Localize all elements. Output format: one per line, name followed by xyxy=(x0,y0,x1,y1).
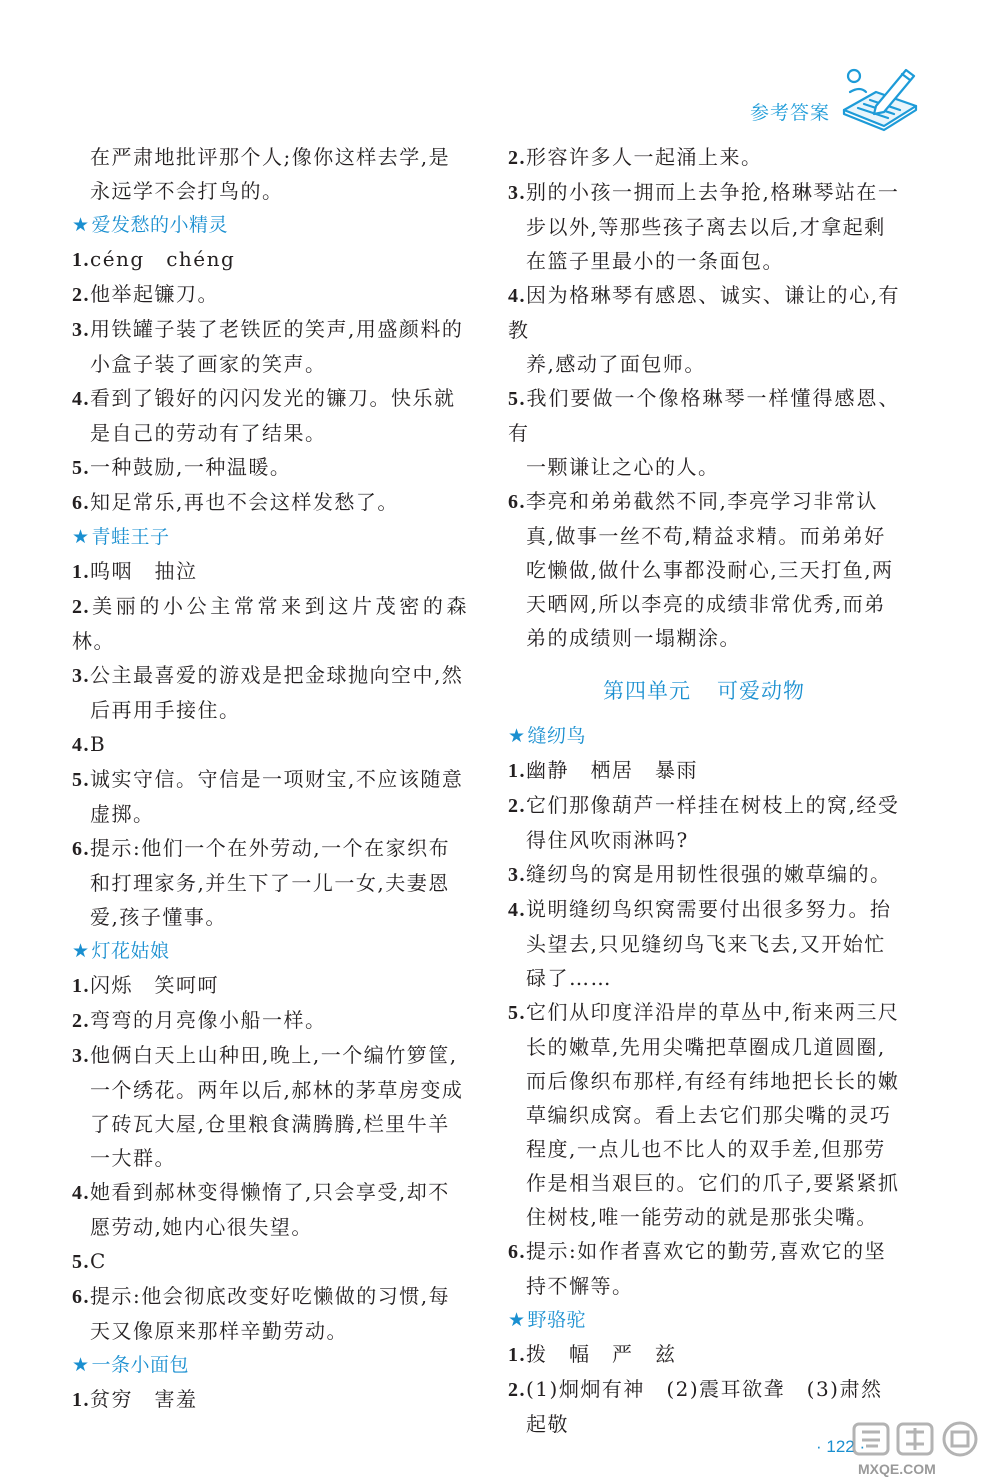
answer-line xyxy=(72,589,468,658)
watermark-logo xyxy=(844,1420,992,1478)
answer-line xyxy=(508,1098,900,1132)
section-title: 青蛙王子 xyxy=(91,526,170,548)
answer-text: 他俩白天上山种田,晚上,一个编竹箩筐, xyxy=(90,1043,458,1067)
answer-number: 2. xyxy=(508,1379,526,1401)
answer-item xyxy=(508,857,900,892)
answer-item xyxy=(72,658,468,727)
answer-item xyxy=(72,312,468,381)
answer-item xyxy=(508,278,900,381)
answer-number: 4. xyxy=(508,899,526,921)
answer-text: 得住风吹雨淋吗? xyxy=(526,828,689,852)
answer-text: 因为格琳琴有感恩、诚实、谦让的心,有教 xyxy=(508,283,900,342)
answer-text: 别的小孩一拥而上去争抢,格琳琴站在一 xyxy=(526,180,900,204)
answer-item xyxy=(72,1038,468,1175)
answer-line xyxy=(508,621,900,655)
answer-text: 幽静 栖居 暴雨 xyxy=(526,758,698,782)
answer-line xyxy=(72,450,468,485)
answer-text: 诚实守信。守信是一项财宝,不应该随意 xyxy=(90,767,464,791)
answer-line xyxy=(72,140,468,174)
answer-text: 她看到郝林变得懒惰了,只会享受,却不 xyxy=(90,1180,450,1204)
answer-text: 头望去,只见缝纫鸟飞来飞去,又开始忙 xyxy=(526,932,886,956)
star-icon: ★ xyxy=(508,1309,526,1331)
answer-text: 用铁罐子装了老铁匠的笑声,用盛颜料的 xyxy=(90,317,464,341)
left-column xyxy=(72,140,468,1417)
answer-line xyxy=(508,1200,900,1234)
answer-line xyxy=(508,519,900,553)
answer-item xyxy=(72,1244,468,1279)
answer-item xyxy=(72,727,468,762)
answer-text: 草编织成窝。看上去它们那尖嘴的灵巧 xyxy=(526,1103,892,1127)
answer-line xyxy=(508,1030,900,1064)
answer-line xyxy=(72,727,468,762)
answer-text: 拨 幅 严 兹 xyxy=(526,1342,677,1366)
answer-text: 它们从印度洋沿岸的草丛中,衔来两三尺 xyxy=(526,1000,900,1024)
section-heading xyxy=(72,1348,468,1382)
answer-line xyxy=(72,416,468,450)
answer-number: 2. xyxy=(72,284,90,306)
answer-line xyxy=(72,658,468,693)
answer-item xyxy=(72,762,468,831)
section-heading xyxy=(508,719,900,753)
answer-text: 弟的成绩则一塌糊涂。 xyxy=(526,626,741,650)
answer-line xyxy=(508,995,900,1030)
answer-line xyxy=(508,1132,900,1166)
answer-item xyxy=(72,277,468,312)
answer-text: 呜咽 抽泣 xyxy=(90,559,198,583)
answer-item xyxy=(72,1279,468,1348)
star-icon: ★ xyxy=(508,725,526,747)
answer-text: 他举起镰刀。 xyxy=(90,282,219,306)
answer-number: 5. xyxy=(508,1002,526,1024)
answer-number: 6. xyxy=(508,491,526,513)
answer-line xyxy=(72,381,468,416)
answer-line xyxy=(72,1073,468,1107)
section-heading xyxy=(72,208,468,242)
answer-text: 爱,孩子懂事。 xyxy=(90,905,227,929)
answer-line xyxy=(72,312,468,347)
answer-number: 1. xyxy=(508,1344,526,1366)
answer-item xyxy=(72,381,468,450)
answer-line xyxy=(508,753,900,788)
answer-line xyxy=(508,175,900,210)
answer-text: 说明缝纫鸟织窝需要付出很多努力。抬 xyxy=(526,897,892,921)
answer-text: 天晒网,所以李亮的成绩非常优秀,而弟 xyxy=(526,592,886,616)
answer-line xyxy=(72,1382,468,1417)
answer-text: 看到了锻好的闪闪发光的镰刀。快乐就 xyxy=(90,386,456,410)
answer-number: 6. xyxy=(72,492,90,514)
answer-item xyxy=(72,1382,468,1417)
answer-text: 弯弯的月亮像小船一样。 xyxy=(90,1008,327,1032)
pen-notebook-icon xyxy=(836,62,924,134)
star-icon: ★ xyxy=(72,214,90,236)
answer-line xyxy=(508,927,900,961)
answer-line xyxy=(72,1210,468,1244)
answer-line xyxy=(72,1141,468,1175)
answer-line xyxy=(72,831,468,866)
answer-number: 1. xyxy=(508,760,526,782)
answer-text: 贫穷 害羞 xyxy=(90,1387,198,1411)
answer-text: 公主最喜爱的游戏是把金球抛向空中,然 xyxy=(90,663,464,687)
answer-line xyxy=(72,1279,468,1314)
answer-number: 2. xyxy=(508,795,526,817)
answer-number: 4. xyxy=(72,388,90,410)
answer-item xyxy=(508,381,900,484)
right-column xyxy=(508,140,900,1441)
answer-text: 李亮和弟弟截然不同,李亮学习非常认 xyxy=(526,489,878,513)
unit-heading-part: 第四单元 xyxy=(603,679,691,703)
answer-line xyxy=(508,961,900,995)
answer-item xyxy=(508,1337,900,1372)
answer-line xyxy=(72,866,468,900)
answer-line xyxy=(72,1244,468,1279)
answer-number: 2. xyxy=(72,596,90,618)
answer-text: 它们那像葫芦一样挂在树枝上的窝,经受 xyxy=(526,793,900,817)
answer-number: 2. xyxy=(508,147,526,169)
answer-item xyxy=(508,140,900,175)
answer-number: 6. xyxy=(508,1241,526,1263)
answer-line xyxy=(508,450,900,484)
answer-line xyxy=(72,242,468,277)
answer-continuation xyxy=(72,140,468,208)
answer-number: 5. xyxy=(72,769,90,791)
section-heading xyxy=(508,1303,900,1337)
unit-heading xyxy=(508,675,900,705)
answer-number: 5. xyxy=(72,1251,90,1273)
watermark-text: MXQE.COM xyxy=(858,1461,936,1477)
answer-text: 长的嫩草,先用尖嘴把草圈成几道圆圈, xyxy=(526,1035,886,1059)
answer-number: 6. xyxy=(72,838,90,860)
answer-text: 形容许多人一起涌上来。 xyxy=(526,145,763,169)
answer-line xyxy=(508,1269,900,1303)
answer-text: 养,感动了面包师。 xyxy=(526,352,706,376)
answer-line xyxy=(72,900,468,934)
answer-text: 步以外,等那些孩子离去以后,才拿起剩 xyxy=(526,215,886,239)
answer-item xyxy=(72,831,468,934)
answer-number: 4. xyxy=(72,734,90,756)
answer-text: céng chéng xyxy=(90,247,236,271)
answer-text: 愿劳动,她内心很失望。 xyxy=(90,1215,313,1239)
answer-line xyxy=(508,788,900,823)
answer-item xyxy=(508,1372,900,1441)
answer-line xyxy=(508,1064,900,1098)
answer-number: 1. xyxy=(72,561,90,583)
star-icon: ★ xyxy=(72,940,90,962)
answer-line xyxy=(72,347,468,381)
answer-line xyxy=(72,174,468,208)
answer-text: 作是相当艰巨的。它们的爪子,要紧紧抓 xyxy=(526,1171,900,1195)
answer-text: B xyxy=(90,732,107,756)
answer-number: 1. xyxy=(72,975,90,997)
header-title: 参考答案 xyxy=(749,101,830,124)
answer-line xyxy=(508,244,900,278)
answer-number: 3. xyxy=(508,182,526,204)
answer-item xyxy=(508,175,900,278)
answer-text: (1)炯炯有神 (2)震耳欲聋 (3)肃然 xyxy=(526,1377,883,1401)
answer-line xyxy=(508,892,900,927)
answer-line xyxy=(72,1175,468,1210)
answer-line xyxy=(508,823,900,857)
answer-line xyxy=(72,1003,468,1038)
answer-number: 4. xyxy=(72,1182,90,1204)
answer-text: 一大群。 xyxy=(90,1146,176,1170)
answer-text: 提示:他会彻底改变好吃懒做的习惯,每 xyxy=(90,1284,451,1308)
answer-item xyxy=(508,892,900,995)
answer-line xyxy=(508,1337,900,1372)
answer-text: 和打理家务,并生下了一儿一女,夫妻恩 xyxy=(90,871,450,895)
answer-text: 一种鼓励,一种温暖。 xyxy=(90,455,292,479)
answer-text: 小盒子装了画家的笑声。 xyxy=(90,352,327,376)
answer-line xyxy=(508,1372,900,1407)
answer-line xyxy=(508,210,900,244)
section-title: 爱发愁的小精灵 xyxy=(91,214,229,236)
answer-item xyxy=(72,1003,468,1038)
star-icon: ★ xyxy=(72,526,90,548)
answer-item xyxy=(72,485,468,520)
answer-number: 5. xyxy=(72,457,90,479)
answer-line xyxy=(508,553,900,587)
answer-text: 缝纫鸟的窝是用韧性很强的嫩草编的。 xyxy=(526,862,892,886)
answer-text: 我们要做一个像格琳琴一样懂得感恩、有 xyxy=(508,386,900,445)
answer-text: 一颗谦让之心的人。 xyxy=(526,455,720,479)
star-icon: ★ xyxy=(72,1354,90,1376)
answer-number: 3. xyxy=(72,319,90,341)
answer-text: 美丽的小公主常常来到这片茂密的森林。 xyxy=(72,594,468,653)
answer-text: 吃懒做,做什么事都没耐心,三天打鱼,两 xyxy=(526,558,894,582)
answer-item xyxy=(72,1175,468,1244)
answer-item xyxy=(72,589,468,658)
answer-number: 3. xyxy=(508,864,526,886)
answer-line xyxy=(508,484,900,519)
answer-line xyxy=(72,485,468,520)
answer-number: 4. xyxy=(508,285,526,307)
answer-line xyxy=(508,347,900,381)
unit-heading-part: 可爱动物 xyxy=(717,679,805,703)
answer-number: 3. xyxy=(72,665,90,687)
answer-text: 程度,一点儿也不比人的双手差,但那劳 xyxy=(526,1137,886,1161)
answer-text: 一个绣花。两年以后,郝林的茅草房变成 xyxy=(90,1078,464,1102)
section-title: 缝纫鸟 xyxy=(527,725,587,747)
answer-text: 知足常乐,再也不会这样发愁了。 xyxy=(90,490,399,514)
answer-text: 住树枝,唯一能劳动的就是那张尖嘴。 xyxy=(526,1205,878,1229)
answer-item xyxy=(72,242,468,277)
answer-text: 而后像织布那样,有经有纬地把长长的嫩 xyxy=(526,1069,900,1093)
answer-line xyxy=(72,1038,468,1073)
section-title: 灯花姑娘 xyxy=(91,940,170,962)
answer-text: 了砖瓦大屋,仓里粮食满腾腾,栏里牛羊 xyxy=(90,1112,450,1136)
answer-line xyxy=(508,140,900,175)
answer-item xyxy=(72,968,468,1003)
answer-item xyxy=(508,995,900,1234)
answer-text: 后再用手接住。 xyxy=(90,698,241,722)
answer-item xyxy=(508,753,900,788)
answer-line xyxy=(508,278,900,347)
answer-number: 6. xyxy=(72,1286,90,1308)
answer-line xyxy=(508,1407,900,1441)
answer-text: 真,做事一丝不苟,精益求精。而弟弟好 xyxy=(526,524,886,548)
answer-line xyxy=(72,693,468,727)
answer-line xyxy=(508,381,900,450)
answer-number: 1. xyxy=(72,1389,90,1411)
answer-line xyxy=(508,1234,900,1269)
answer-item xyxy=(508,1234,900,1303)
answer-line xyxy=(72,968,468,1003)
answer-text: 起敬 xyxy=(526,1412,569,1436)
answer-text: 天又像原来那样辛勤劳动。 xyxy=(90,1319,348,1343)
answer-line xyxy=(72,1314,468,1348)
answer-text: 在篮子里最小的一条面包。 xyxy=(526,249,784,273)
answer-number: 2. xyxy=(72,1010,90,1032)
section-title: 一条小面包 xyxy=(91,1354,190,1376)
answer-item xyxy=(72,554,468,589)
page-header xyxy=(750,62,924,134)
answer-line xyxy=(72,797,468,831)
answer-text: 碌了…… xyxy=(526,966,612,990)
answer-text: 提示:如作者喜欢它的勤劳,喜欢它的坚 xyxy=(526,1239,887,1263)
answer-number: 1. xyxy=(72,249,90,271)
answer-line xyxy=(508,1166,900,1200)
section-title: 野骆驼 xyxy=(527,1309,587,1331)
answer-text: 闪烁 笑呵呵 xyxy=(90,973,219,997)
answer-line xyxy=(508,587,900,621)
answer-number: 3. xyxy=(72,1045,90,1067)
answer-item xyxy=(72,450,468,485)
answer-text: 持不懈等。 xyxy=(526,1274,634,1298)
answer-line xyxy=(72,762,468,797)
page-number: · 122 · xyxy=(816,1437,866,1456)
answer-text: 提示:他们一个在外劳动,一个在家织布 xyxy=(90,836,451,860)
answer-number: 5. xyxy=(508,388,526,410)
answer-text: 在严肃地批评那个人;像你这样去学,是 xyxy=(90,145,451,169)
section-heading xyxy=(72,934,468,968)
answer-text: C xyxy=(90,1249,107,1273)
answer-item xyxy=(508,788,900,857)
answer-line xyxy=(72,277,468,312)
answer-line xyxy=(72,1107,468,1141)
answer-item xyxy=(508,484,900,655)
section-heading xyxy=(72,520,468,554)
answer-text: 虚掷。 xyxy=(90,802,155,826)
answer-text: 是自己的劳动有了结果。 xyxy=(90,421,327,445)
answer-line xyxy=(72,554,468,589)
answer-text: 永远学不会打鸟的。 xyxy=(90,179,284,203)
answer-line xyxy=(508,857,900,892)
